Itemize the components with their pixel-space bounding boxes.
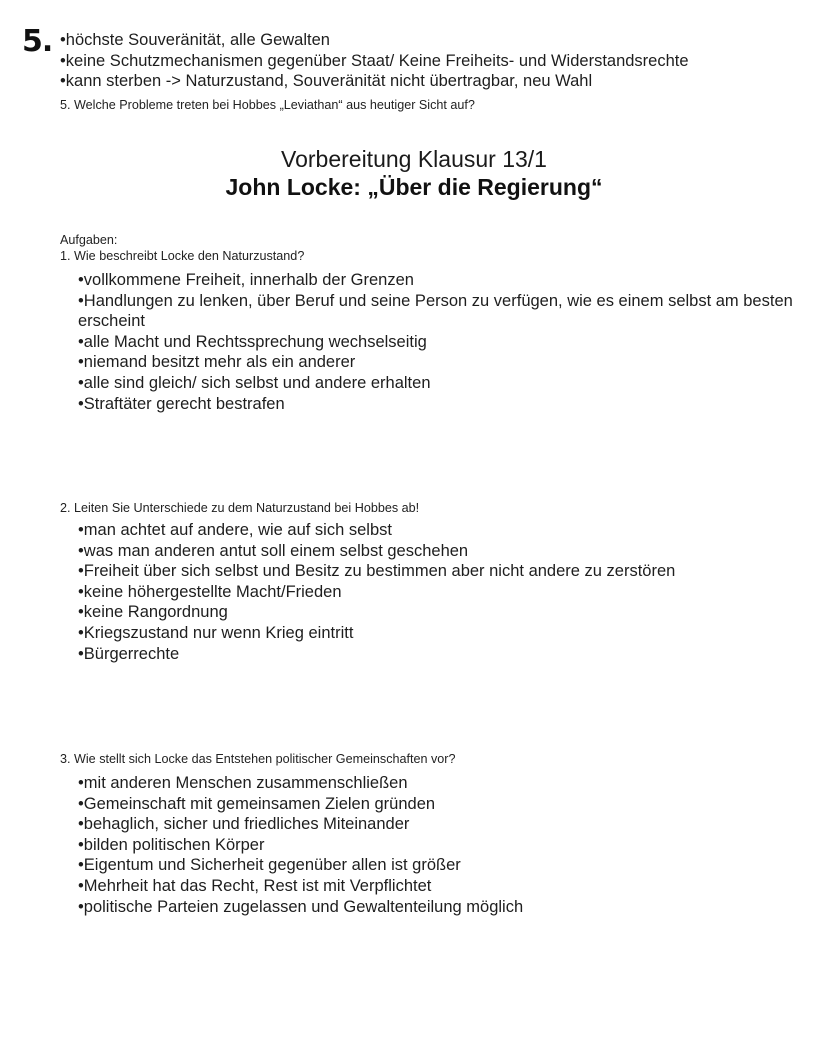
answer-item: • Gemeinschaft mit gemeinsamen Zielen gründen (78, 794, 523, 815)
answer-item: • Freiheit über sich selbst und Besitz zu bestimmen aber nicht andere zu zerstören (78, 561, 675, 582)
answer-item: • Straftäter gerecht bestrafen (78, 394, 828, 415)
answer-item: • behaglich, sicher und friedliches Miteinander (78, 814, 523, 835)
answer-item: • Kriegszustand nur wenn Krieg eintritt (78, 623, 675, 644)
handwritten-number: 5. (22, 24, 53, 59)
answer-item: • man achtet auf andere, wie auf sich selbst (78, 520, 675, 541)
answer-list-2 (78, 520, 675, 664)
answer-item: • mit anderen Menschen zusammenschließen (78, 773, 523, 794)
answer-list-1 (78, 270, 828, 414)
answer-item: • keine höhergestellte Macht/Frieden (78, 582, 675, 603)
answer-item: • keine Schutzmechanismen gegenüber Staat/ Keine Freiheits- und Widerstandsrechte (60, 51, 689, 72)
answer-item: • höchste Souveränität, alle Gewalten (60, 30, 689, 51)
answer-item: • kann sterben -> Naturzustand, Souveränität nicht übertragbar, neu Wahl (60, 71, 689, 92)
answer-item: • politische Parteien zugelassen und Gewaltenteilung möglich (78, 897, 523, 918)
answer-item: • Mehrheit hat das Recht, Rest ist mit Verpflichtet (78, 876, 523, 897)
answer-item: • alle Macht und Rechtssprechung wechselseitig (78, 332, 828, 353)
question-2: 2. Leiten Sie Unterschiede zu dem Naturzustand bei Hobbes ab! (60, 501, 420, 515)
question-3: 3. Wie stellt sich Locke das Entstehen politischer Gemeinschaften vor? (60, 752, 456, 766)
question-1: 1. Wie beschreibt Locke den Naturzustand? (60, 249, 305, 263)
page-title: Vorbereitung Klausur 13/1 (281, 146, 547, 172)
answer-item: • was man anderen antut soll einem selbst geschehen (78, 541, 675, 562)
answer-item: • vollkommene Freiheit, innerhalb der Grenzen (78, 270, 828, 291)
answer-item: • bilden politischen Körper (78, 835, 523, 856)
question-5: 5. Welche Probleme treten bei Hobbes „Leviathan“ aus heutiger Sicht auf? (60, 98, 475, 112)
answer-item: • niemand besitzt mehr als ein anderer (78, 352, 828, 373)
answer-list-3 (78, 773, 523, 917)
answer-item: • alle sind gleich/ sich selbst und andere erhalten (78, 373, 828, 394)
page-subtitle: John Locke: „Über die Regierung“ (225, 174, 603, 200)
intro-answer-list (60, 30, 689, 92)
tasks-label: Aufgaben: (60, 233, 118, 247)
answer-item: • Bürgerrechte (78, 644, 675, 665)
answer-item: • keine Rangordnung (78, 602, 675, 623)
answer-item: • Eigentum und Sicherheit gegenüber allen ist größer (78, 855, 523, 876)
answer-item: • Handlungen zu lenken, über Beruf und seine Person zu verfügen, wie es einem selbst am besten erscheint (78, 291, 828, 332)
